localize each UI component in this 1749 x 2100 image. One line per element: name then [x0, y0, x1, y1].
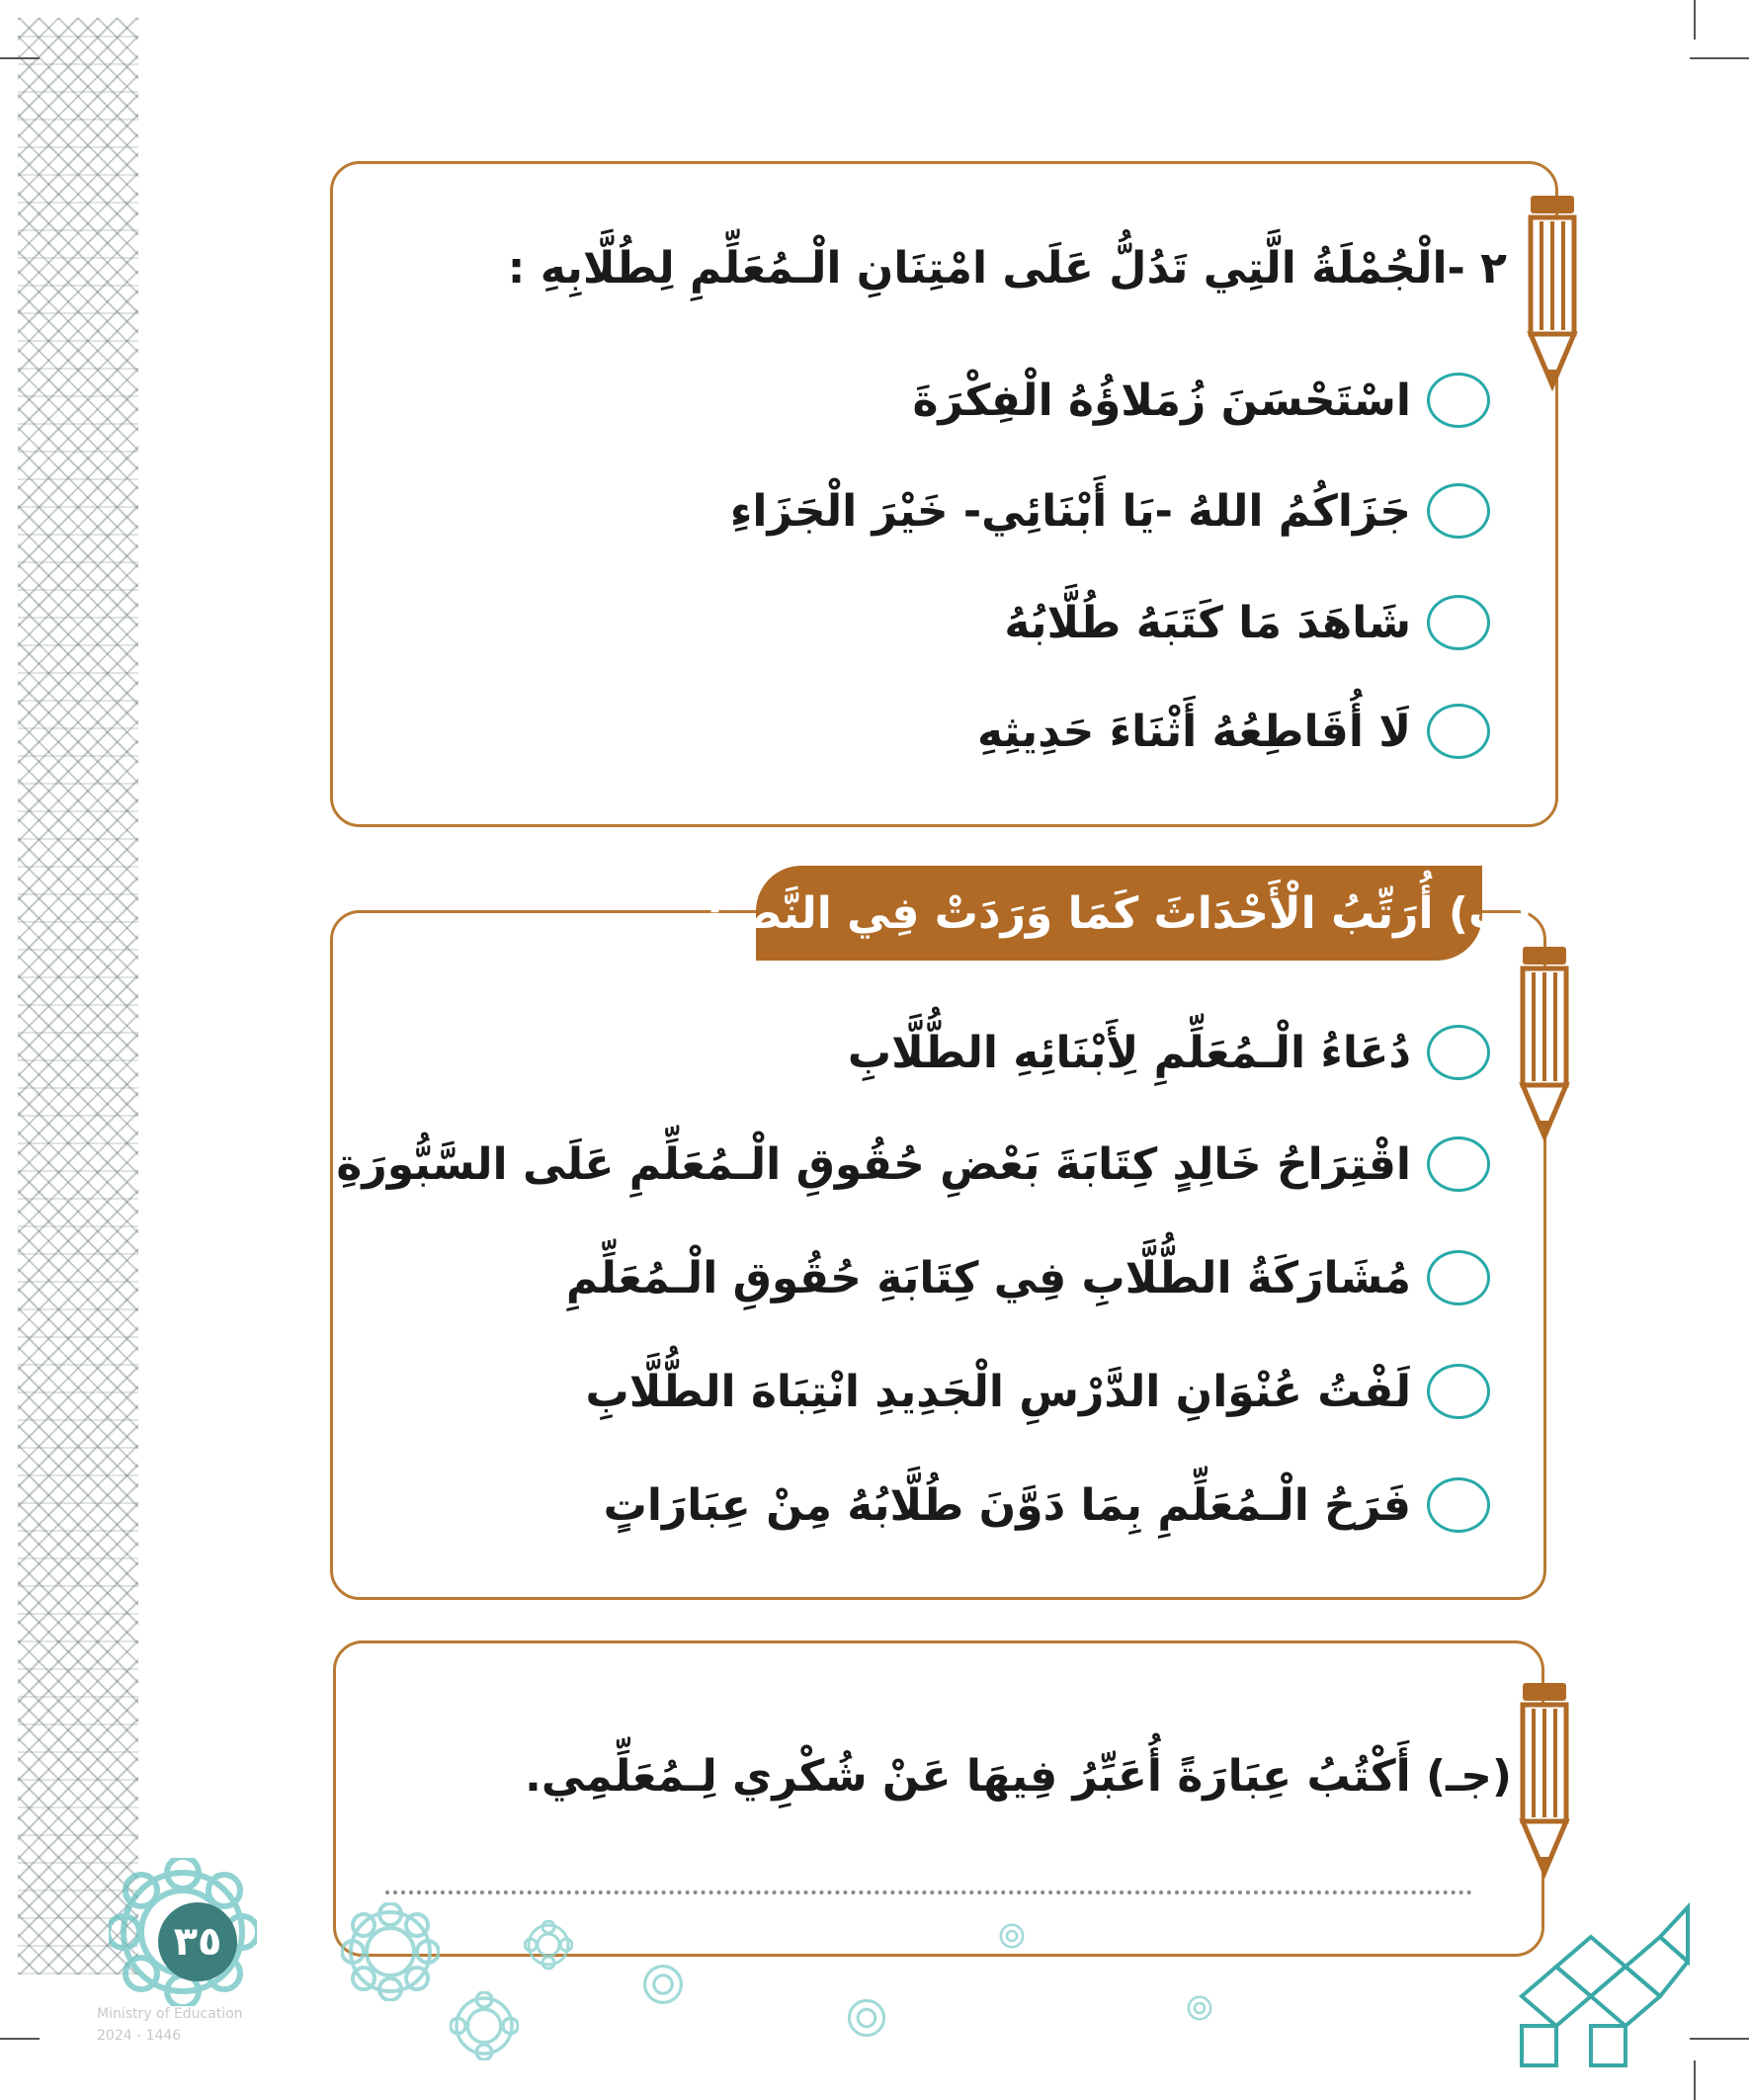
crop-mark	[1690, 2038, 1749, 2040]
radio-button[interactable]	[1427, 1477, 1490, 1533]
option-label: جَزَاكُمُ اللهُ -يَا أَبْنَائِي- خَيْرَ الْجَزَاءِ	[729, 485, 1411, 537]
geometric-corner-ornament-icon	[1512, 1902, 1690, 2070]
radio-button[interactable]	[1427, 595, 1490, 650]
crop-mark	[0, 57, 40, 59]
pencil-icon	[1519, 1683, 1570, 1881]
pencil-icon	[1527, 196, 1578, 393]
crop-mark	[1690, 57, 1749, 59]
option-label: لَا أُقَاطِعُهُ أَثْنَاءَ حَدِيثِهِ	[977, 706, 1411, 757]
ministry-label: Ministry of Education	[97, 2006, 243, 2022]
radio-button[interactable]	[1427, 483, 1490, 539]
b-option-5[interactable]	[604, 1470, 1490, 1540]
option-label: اسْتَحْسَنَ زُمَلاؤُهُ الْفِكْرَةَ	[912, 375, 1411, 426]
page-number: ٣٥	[158, 1902, 237, 1981]
radio-button[interactable]	[1427, 373, 1490, 428]
rosette-ornament-icon	[341, 1902, 440, 2001]
q2-option-1[interactable]	[912, 366, 1490, 435]
ornamental-border-strip	[18, 18, 138, 1974]
q2-option-4[interactable]	[977, 697, 1490, 766]
rosette-ornament-icon	[450, 1991, 519, 2060]
radio-button[interactable]	[1427, 1364, 1490, 1419]
q2-option-2[interactable]	[730, 476, 1490, 546]
option-label: دُعَاءُ الْـمُعَلِّمِ لِأَبْنَائِهِ الطُّلَّابِ	[847, 1027, 1411, 1078]
rosette-ornament-icon	[998, 1922, 1026, 1950]
option-label: فَرَحُ الْـمُعَلِّمِ بِمَا دَوَّنَ طُلَّابُهُ مِنْ عِبَارَاتٍ	[603, 1479, 1411, 1531]
pencil-icon	[1519, 947, 1570, 1144]
radio-button[interactable]	[1427, 1025, 1490, 1080]
option-label: لَفْتُ عُنْوَانِ الدَّرْسِ الْجَدِيدِ انْتِبَاهَ الطُّلَّابِ	[585, 1366, 1411, 1417]
q2-option-3[interactable]	[1004, 588, 1490, 657]
b-option-1[interactable]	[848, 1018, 1490, 1087]
edition-year: 2024 - 1446	[97, 2028, 182, 2044]
radio-button[interactable]	[1427, 1250, 1490, 1305]
crop-mark	[0, 2038, 40, 2040]
b-option-3[interactable]	[566, 1243, 1490, 1312]
radio-button[interactable]	[1427, 704, 1490, 759]
radio-button[interactable]	[1427, 1136, 1490, 1192]
option-label: اقْتِرَاحُ خَالِدٍ كِتَابَةَ بَعْضِ حُقُوقِ الْـمُعَلِّمِ عَلَى السَّبُّورَةِ	[336, 1138, 1411, 1190]
answer-line[interactable]	[385, 1890, 1472, 1894]
option-label: مُشَارَكَةُ الطُّلَّابِ فِي كِتَابَةِ حُقُوقِ الْـمُعَلِّمِ	[565, 1252, 1411, 1303]
rosette-ornament-icon	[640, 1962, 686, 2007]
section-b-label: (ب) أُرَتِّبُ الْأَحْدَاثَ كَمَا وَرَدَتْ فِي النَّصِّ:	[756, 866, 1482, 961]
crop-mark	[1694, 2060, 1696, 2100]
section-c-prompt: (جـ) أَكْتُبُ عِبَارَةً أُعَبِّرُ فِيهَا عَنْ شُكْرِي لِـمُعَلِّمِي.	[525, 1751, 1512, 1802]
b-option-4[interactable]	[586, 1357, 1490, 1426]
rosette-ornament-icon	[1186, 1994, 1213, 2022]
crop-mark	[1694, 0, 1696, 40]
rosette-ornament-icon	[524, 1920, 573, 1970]
b-option-2[interactable]	[336, 1130, 1490, 1199]
option-label: شَاهَدَ مَا كَتَبَهُ طُلَّابُهُ	[1004, 597, 1411, 648]
question-2-title: ٢ -الْجُمْلَةُ الَّتِي تَدُلُّ عَلَى امْتِنَانِ الْـمُعَلِّمِ لِطُلَّابِهِ :	[507, 243, 1507, 294]
rosette-ornament-icon	[845, 1996, 888, 2040]
